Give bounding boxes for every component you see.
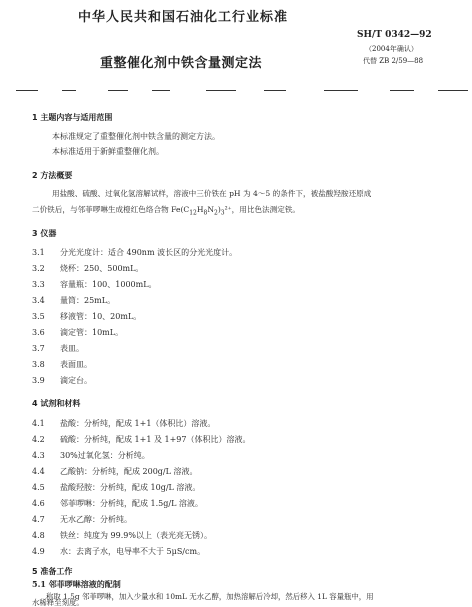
item-number: 4.5 [32, 483, 45, 492]
instrument-item [32, 343, 84, 354]
reagent-item [32, 514, 132, 525]
section-5-heading: 5 准备工作 [32, 567, 73, 576]
reagent-item [32, 418, 215, 429]
item-text: 表皿。 [60, 344, 84, 353]
instrument-item [32, 279, 157, 290]
formula-subscript: 8 [203, 209, 208, 217]
reagent-item [32, 530, 212, 541]
reagent-item [32, 498, 203, 509]
section-1-line: 本标准规定了重整催化剂中铁含量的测定方法。 [52, 132, 220, 141]
section-5-1-heading: 5.1 邻菲啰啉溶液的配制 [32, 579, 121, 589]
item-number: 4.4 [32, 467, 45, 476]
formula-subscript: 3 [220, 209, 225, 217]
formula-text: N [207, 205, 214, 214]
section-1-line: 本标准适用于新鲜重整催化剂。 [52, 147, 164, 156]
instrument-item [32, 263, 143, 274]
item-number: 4.8 [32, 531, 45, 540]
standard-code: SH/T 0342—92 [357, 30, 432, 40]
item-number: 3.9 [32, 376, 45, 385]
formula-text: ) [217, 205, 221, 214]
item-number: 3.8 [32, 360, 45, 369]
section-1-heading: 1 主题内容与适用范围 [32, 113, 113, 122]
item-number: 4.7 [32, 515, 45, 524]
item-number: 3.6 [32, 328, 45, 337]
section-5-line: 水稀释至刻度。 [32, 598, 84, 607]
section-2-line: 用盐酸、硫酸、过氧化氢溶解试样，溶液中三价铁在 pH 为 4～5 的条件下，被盐酸羟胺还原成 [52, 189, 372, 198]
document-title: 重整催化剂中铁含量测定法 [100, 56, 263, 71]
item-text: 30%过氧化氢：分析纯。 [60, 451, 150, 460]
item-text: 邻菲啰啉：分析纯，配成 1.5g/L 溶液。 [60, 499, 203, 508]
item-text: 移液管：10、20mL。 [60, 312, 142, 321]
item-text: 无水乙醇：分析纯。 [60, 515, 132, 524]
reagent-item [32, 466, 197, 477]
reagent-item [32, 546, 205, 557]
item-text: 铁丝：纯度为 99.9%以上（表光亮无锈）。 [60, 531, 212, 540]
instrument-item [32, 295, 115, 306]
formula-text: ²⁺，用比色法测定铁。 [224, 205, 301, 214]
confirmed-note: （2004年确认） [365, 45, 418, 53]
replaces-note: 代替 ZB 2/59—88 [363, 57, 424, 65]
item-number: 4.1 [32, 419, 45, 428]
instrument-item [32, 247, 237, 258]
formula-text: 二价铁后，与邻菲啰啉生成橙红色络合物 Fe(C [32, 205, 190, 214]
formula-subscript: 12 [189, 209, 197, 217]
item-text: 盐酸羟胺：分析纯，配成 10g/L 溶液。 [60, 483, 201, 492]
item-number: 3.4 [32, 296, 45, 305]
formula-subscript: 2 [213, 209, 218, 217]
header-divider [16, 90, 468, 92]
item-text: 容量瓶：100、1000mL。 [60, 280, 157, 289]
instrument-item [32, 359, 92, 370]
org-title: 中华人民共和国石油化工行业标准 [78, 10, 289, 25]
reagent-item [32, 482, 200, 493]
item-text: 滴定管：10mL。 [60, 328, 124, 337]
item-number: 3.1 [32, 248, 45, 257]
item-text: 分光光度计：适合 490nm 波长区的分光光度计。 [60, 248, 238, 257]
reagent-item [32, 450, 150, 461]
instrument-item [32, 327, 123, 338]
item-number: 3.5 [32, 312, 45, 321]
item-text: 量筒：25mL。 [60, 296, 116, 305]
item-text: 滴定台。 [60, 376, 92, 385]
item-number: 3.3 [32, 280, 45, 289]
item-text: 盐酸：分析纯，配成 1+1（体积比）溶液。 [60, 419, 216, 428]
section-2-heading: 2 方法概要 [32, 171, 73, 180]
item-number: 4.9 [32, 547, 45, 556]
item-number: 3.7 [32, 344, 45, 353]
instrument-item [32, 375, 92, 386]
item-text: 烧杯：250、500mL。 [60, 264, 144, 273]
item-number: 3.2 [32, 264, 45, 273]
section-3-heading: 3 仪器 [32, 229, 57, 238]
section-2-formula-line [32, 204, 300, 217]
item-number: 4.2 [32, 435, 45, 444]
item-number: 4.6 [32, 499, 45, 508]
section-4-heading: 4 试剂和材料 [32, 399, 81, 408]
item-text: 乙酸钠：分析纯，配成 200g/L 溶液。 [60, 467, 198, 476]
item-number: 4.3 [32, 451, 45, 460]
item-text: 硫酸：分析纯，配成 1+1 及 1+97（体积比）溶液。 [60, 435, 251, 444]
instrument-item [32, 311, 141, 322]
item-text: 表面皿。 [60, 360, 92, 369]
standard-info-block [357, 30, 469, 66]
reagent-item [32, 434, 250, 445]
formula-text: H [196, 205, 204, 214]
section-5-line: 称取 1.5g 邻菲啰啉，加入少量水和 10mL 无水乙醇，加热溶解后冷却，然后移入 1L 容量瓶中，用 [46, 592, 374, 601]
item-text: 水：去离子水，电导率不大于 5μS/cm。 [60, 547, 206, 556]
